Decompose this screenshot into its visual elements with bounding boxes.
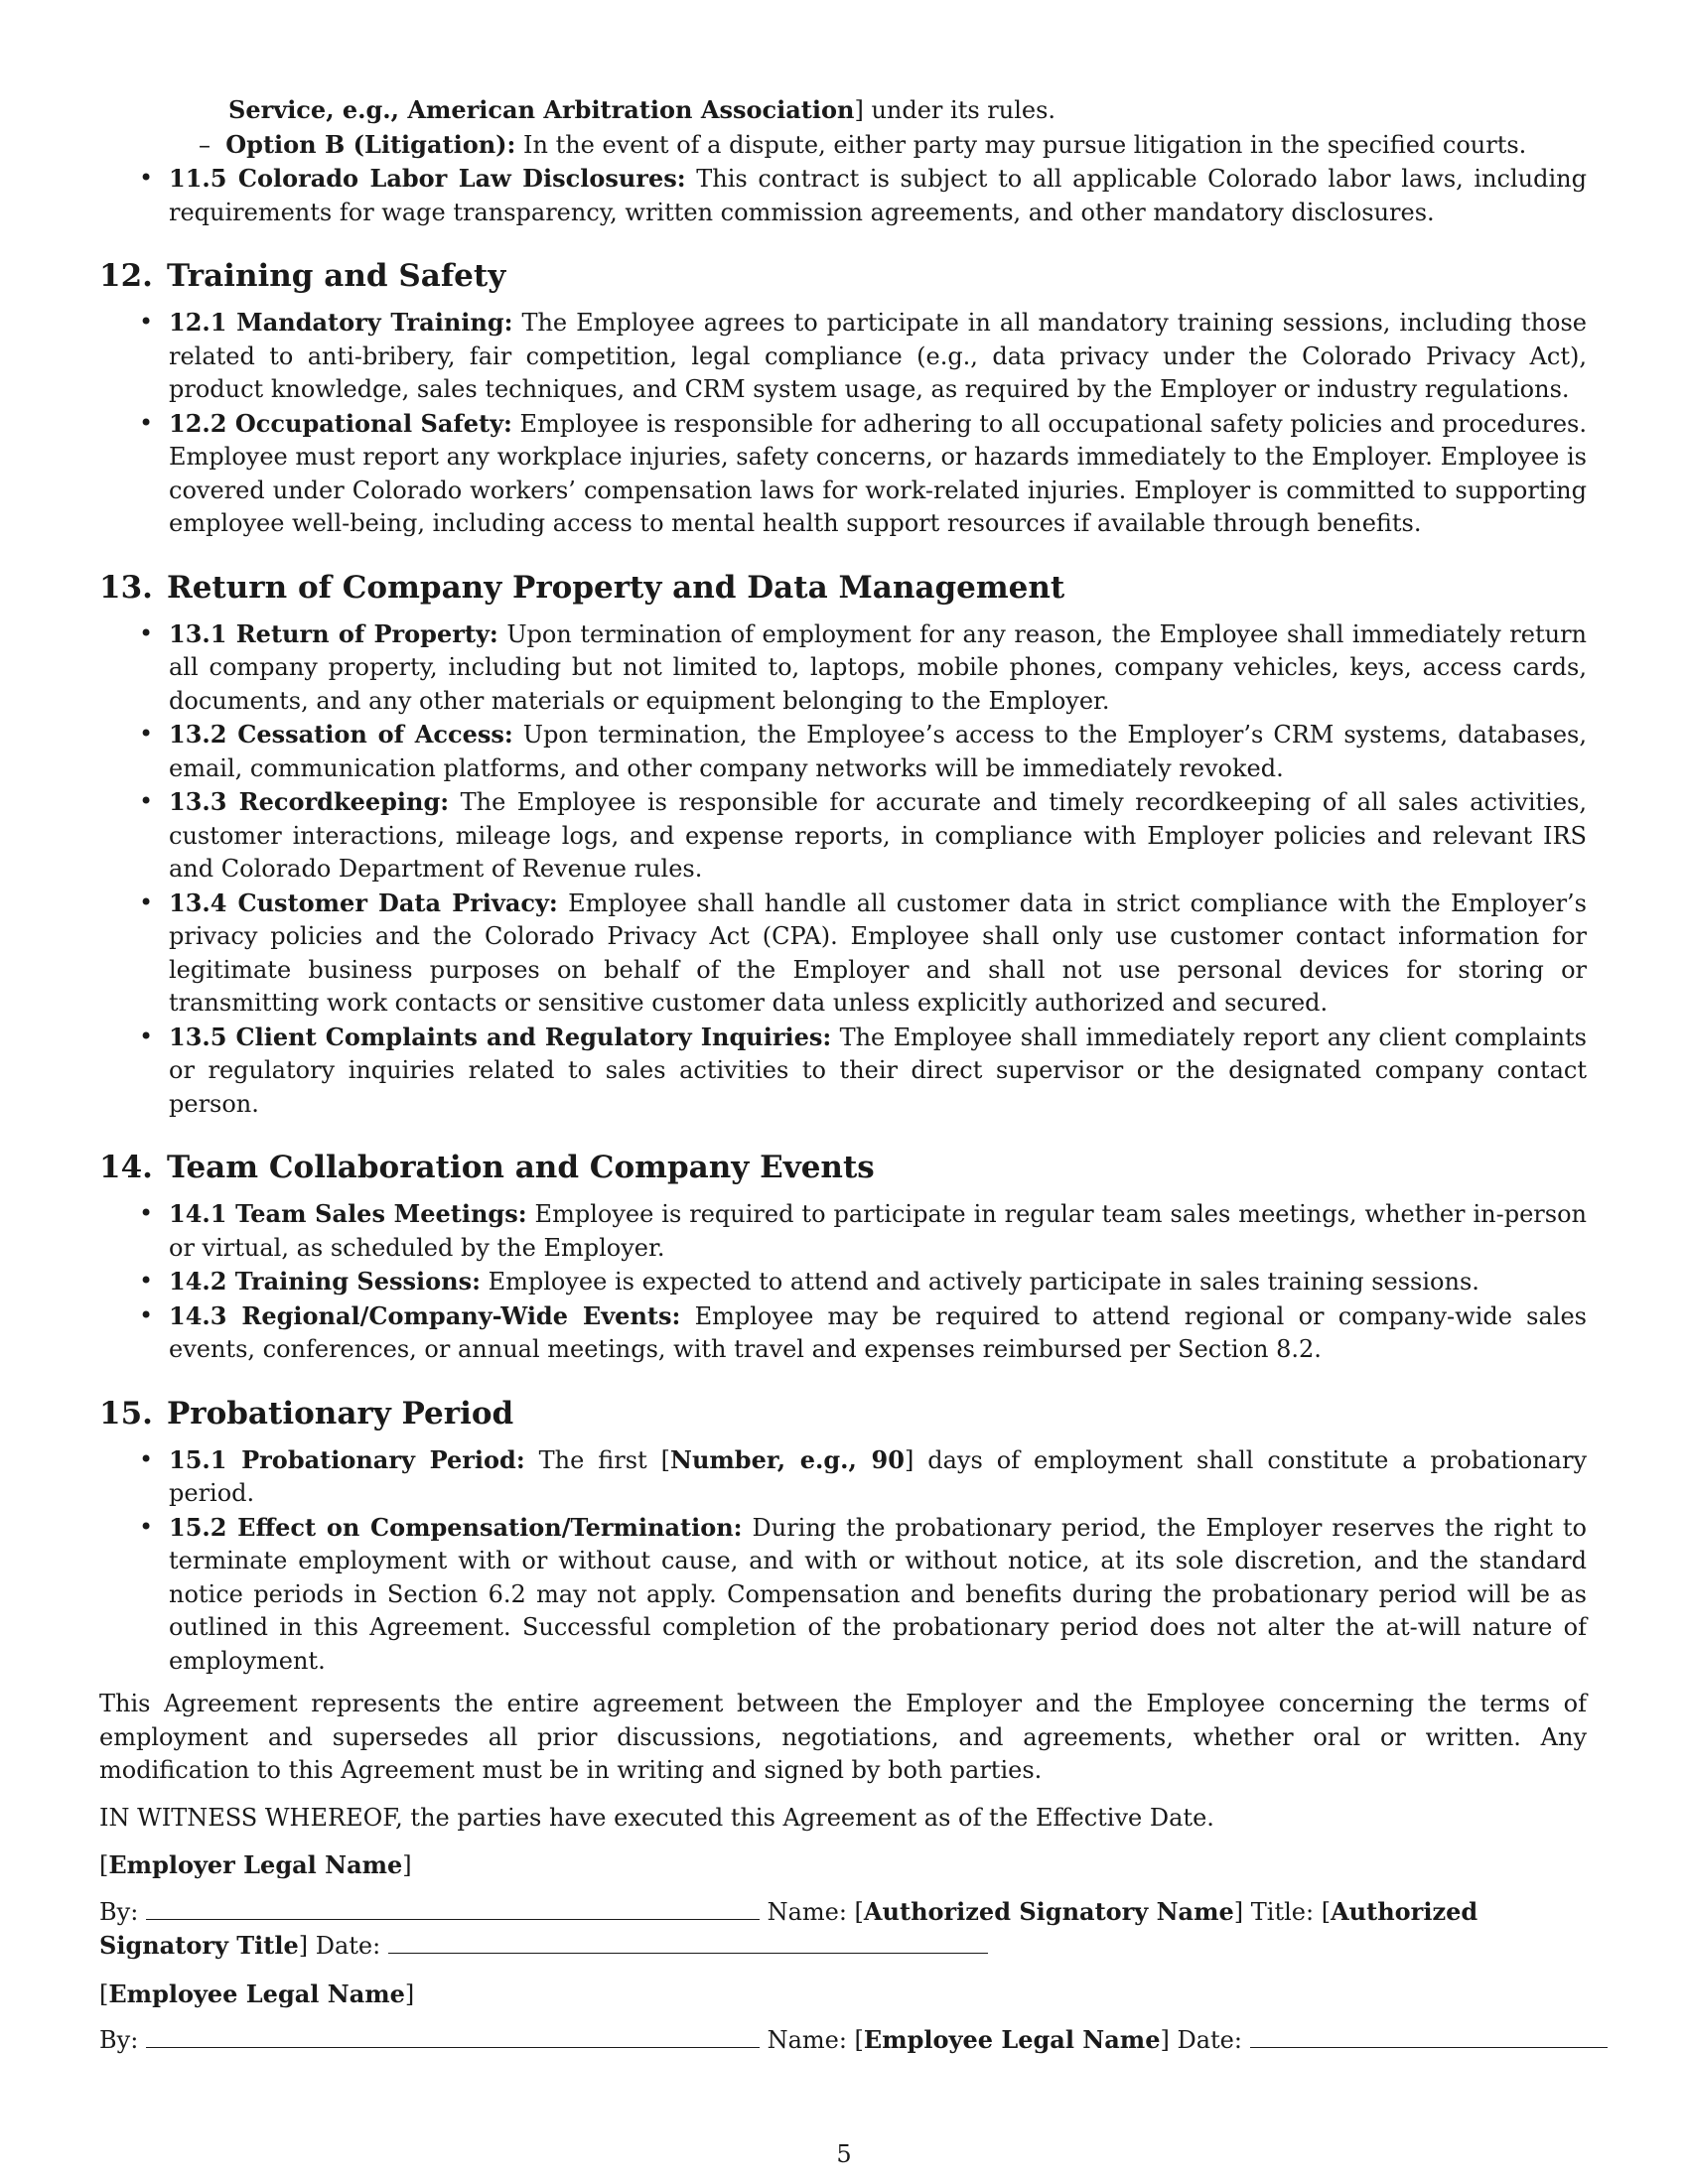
item-label: 11.5 Colorado Labor Law Disclosures: — [169, 164, 686, 193]
item-label: 12.2 Occupational Safety: — [169, 408, 512, 438]
option-b-label: Option B (Litigation): — [225, 129, 516, 159]
item-label: 13.1 Return of Property: — [169, 618, 498, 648]
employer-signatory-name: Authorized Signatory Name — [863, 1896, 1234, 1926]
item-text: Employee is responsible for adhering to all occupational safety policies and procedures. Employee must report any workplace injuries, safety concerns, or hazards immediately to the Employer. Employee is covered under Colorado workers’ compensation laws for work-related injuries. Employer is committed to supporting employee well-being, including access to mental health support resources if available through benefits. — [169, 409, 1587, 537]
item-placeholder: Number, e.g., 90 — [670, 1444, 905, 1474]
employee-name-line: [Employee Legal Name] — [99, 1979, 415, 2008]
item-label: 15.2 Effect on Compensation/Termination: — [169, 1512, 743, 1542]
list-item — [99, 1021, 1587, 1122]
section-heading-12 — [99, 254, 1587, 298]
title-label: Title: — [1250, 1897, 1315, 1926]
employer-signature-block: By: Name: [Authorized Signatory Name] Title: [Authorized Signatory Title] Date: — [99, 1896, 1478, 1960]
section-12-items — [99, 306, 1587, 541]
employer-signature-line[interactable] — [146, 1895, 760, 1920]
page-number: 5 — [836, 2140, 852, 2168]
item-text: The Employee agrees to participate in all mandatory training sessions, including those related to anti-bribery, fair competition, legal compliance (e.g., data privacy under the Colorado Privacy Act), product knowledge, sales techniques, and CRM system usage, as required by the Employer or industry regulations. — [169, 309, 1587, 403]
section-number: 15. — [99, 1395, 153, 1432]
item-text: ] days of employment shall constitute a probationary period. — [169, 1445, 1588, 1507]
list-item — [99, 785, 1587, 887]
list-item — [99, 1443, 1587, 1511]
list-item — [99, 1511, 1587, 1679]
employee-legal-name: Employee Legal Name — [108, 1979, 405, 2008]
section-number: 14. — [99, 1150, 153, 1185]
item-text: Upon termination of employment for any reason, the Employee shall immediately return all company property, including but not limited to, laptops, mobile phones, company vehicles, keys, access cards, documents, and any other materials or equipment belonging to the Employer. — [169, 619, 1588, 715]
section-11-items — [99, 162, 1587, 229]
dash-marker: – — [199, 130, 226, 159]
item-text: Upon termination, the Employee’s access to the Employer’s CRM systems, databases, email, communication platforms, and other company networks will be immediately revoked. — [169, 721, 1587, 782]
section-title: Training and Safety — [166, 258, 506, 294]
section-heading-13 — [99, 566, 1587, 610]
document-page — [99, 93, 1587, 2058]
item-label: 13.3 Recordkeeping: — [169, 787, 450, 816]
item-text: The Employee is responsible for accurate and timely recordkeeping of all sales activities, customer interactions, mileage logs, and expense reports, in compliance with Employer policies and relevant IRS and Colorado Department of Revenue rules. — [169, 788, 1587, 883]
name-label: Name: — [767, 2026, 847, 2054]
section-number: 13. — [99, 569, 153, 606]
name-label: Name: — [767, 1897, 847, 1926]
employer-name-line: [Employer Legal Name] — [99, 1850, 412, 1879]
employee-signature-line[interactable] — [146, 2023, 760, 2048]
item-text: Employee may be required to attend regional or company-wide sales events, conferences, or annual meetings, with travel and expenses reimbursed per Section 8.2. — [169, 1301, 1587, 1363]
by-label: By: — [99, 1897, 139, 1926]
section-15-items — [99, 1443, 1587, 1679]
item-text: Employee is expected to attend and actively participate in sales training sessions. — [480, 1268, 1479, 1296]
date-label: Date: — [1177, 2026, 1242, 2054]
item-label: 13.4 Customer Data Privacy: — [169, 887, 558, 917]
witness-paragraph: IN WITNESS WHEREOF, the parties have executed this Agreement as of the Effective Date. — [99, 1803, 1214, 1832]
section-title: Team Collaboration and Company Events — [166, 1150, 875, 1185]
list-item — [99, 162, 1587, 229]
list-item — [99, 407, 1587, 541]
item-text: The Employee shall immediately report any client complaints or regulatory inquiries related to sales activities to their direct supervisor or the designated company contact person. — [169, 1023, 1587, 1118]
list-item — [99, 1265, 1587, 1299]
employee-signature-block: By: Name: [Employee Legal Name] Date: — [99, 2023, 1587, 2058]
employer-signatory-title: Authorized Signatory Title — [99, 1896, 1478, 1960]
item-label: 14.3 Regional/Company-Wide Events: — [169, 1300, 681, 1330]
item-text-pre: The first [ — [524, 1445, 670, 1474]
entire-agreement-paragraph: This Agreement represents the entire agreement between the Employer and the Employee concerning the terms of employment and supersedes all prior discussions, negotiations, and agreements, whether oral or written. Any modification to this Agreement must be in writing and signed by both parties. — [99, 1690, 1587, 1784]
list-item — [99, 306, 1587, 407]
section-heading-14 — [99, 1146, 1587, 1189]
list-item — [99, 718, 1587, 785]
employee-date-line[interactable] — [1250, 2023, 1608, 2048]
item-text: Employee is required to participate in regular team sales meetings, whether in-person or virtual, as scheduled by the Employer. — [169, 1200, 1587, 1262]
date-label: Date: — [315, 1932, 381, 1960]
item-label: 14.1 Team Sales Meetings: — [169, 1199, 527, 1228]
continued-bold: Service, e.g., American Arbitration Association — [228, 95, 855, 124]
option-b-item — [99, 128, 1587, 163]
section-title: Probationary Period — [166, 1395, 514, 1432]
section-heading-15 — [99, 1392, 1587, 1435]
by-label: By: — [99, 2026, 139, 2054]
employee-signatory-name: Employee Legal Name — [863, 2025, 1161, 2054]
employer-date-line[interactable] — [388, 1929, 988, 1954]
item-label: 12.1 Mandatory Training: — [169, 308, 513, 337]
list-item — [99, 1299, 1587, 1367]
continued-text — [99, 93, 1587, 128]
item-text: This contract is subject to all applicable Colorado labor laws, including requirements for wage transparency, written commission agreements, and other mandatory disclosures. — [169, 165, 1587, 226]
item-label: 14.2 Training Sessions: — [169, 1267, 481, 1296]
item-label: 13.5 Client Complaints and Regulatory Inquiries: — [169, 1022, 832, 1051]
employer-legal-name: Employer Legal Name — [108, 1850, 403, 1879]
item-text: Employee shall handle all customer data in strict compliance with the Employer’s privacy policies and the Colorado Privacy Act (CPA). Employee shall only use customer contact information for legitimate business purposes on behalf of the Employer and shall not use personal devices for storing or transmitting work contacts or sensitive customer data unless explicitly authorized and secured. — [169, 888, 1587, 1017]
section-13-items — [99, 617, 1587, 1122]
option-b-text: In the event of a dispute, either party may pursue litigation in the specified courts. — [515, 130, 1527, 159]
list-item — [99, 887, 1587, 1021]
continued-rest: ] under its rules. — [854, 96, 1056, 124]
item-label: 15.1 Probationary Period: — [169, 1444, 525, 1474]
item-label: 13.2 Cessation of Access: — [169, 720, 513, 749]
section-number: 12. — [99, 258, 153, 294]
item-text: During the probationary period, the Employer reserves the right to terminate employment with or without cause, and with or without notice, at its sole discretion, and the standard notice periods in Section 6.2 may not apply. Compensation and benefits during the probationary period will be as outlined in this Agreement. Successful completion of the probationary period does not alter the at-will nature of employment. — [169, 1513, 1587, 1675]
list-item — [99, 617, 1587, 719]
section-14-items — [99, 1197, 1587, 1367]
list-item — [99, 1197, 1587, 1265]
section-title: Return of Company Property and Data Management — [166, 569, 1065, 606]
